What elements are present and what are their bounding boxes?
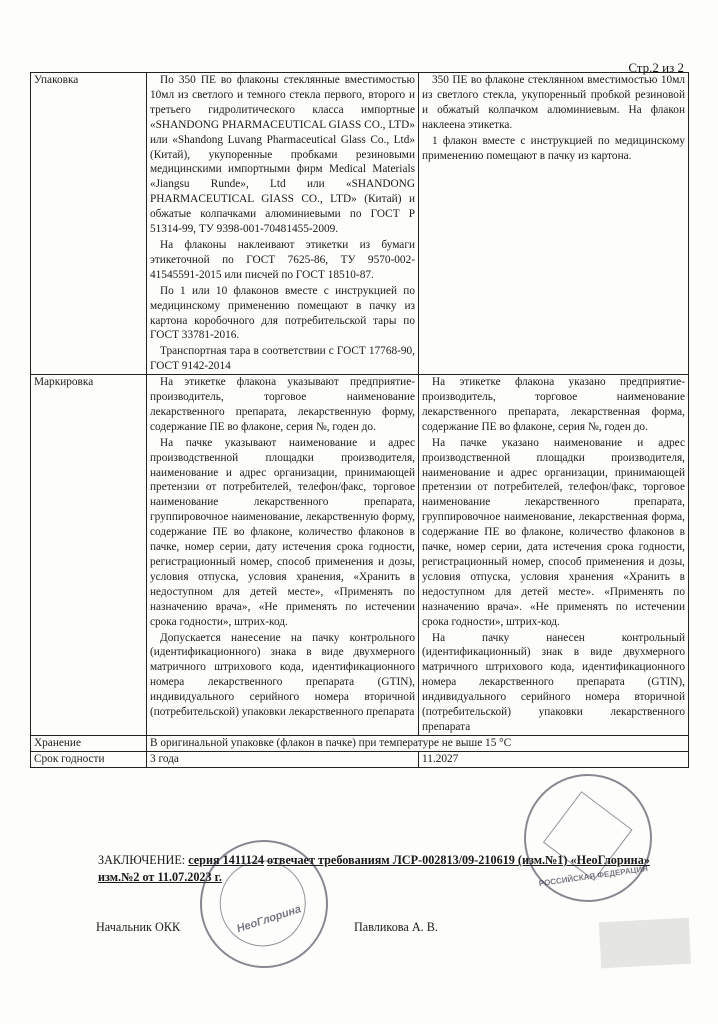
- packaging-actual-para: 1 флакон вместе с инструкцией по медицинскому применению помещают в пачку из картона.: [422, 134, 685, 162]
- conclusion-text: отвечает требованиям ЛСР-002813/09-210619 (изм.№1) «НеоГлорина»: [266, 853, 650, 867]
- marking-actual-para: На этикетке флакона указано предприятие-производитель, торговое наименование лекарственного препарата, лекарственная форма, содержание ПЕ во флаконе, серия №, годен до.: [422, 376, 685, 433]
- official-seal: [516, 766, 661, 911]
- conclusion-amendment: изм.№2 от 11.07.2023 г.: [98, 870, 222, 885]
- table-row-storage: [31, 735, 689, 751]
- shelf-life-actual: 11.2027: [419, 751, 689, 767]
- row-label-packaging: Упаковка: [31, 73, 147, 375]
- spec-table: [30, 72, 689, 768]
- marking-actual-para: На пачку нанесен контрольный (идентификационный) знак в виде двухмерного матричного штрихового кода, идентификационного номера лекарственного препарата (GTIN), индивидуального серийного номера вторичной (потребительской) упаковки лекарственного препарата: [422, 631, 685, 733]
- packaging-spec-para: По 1 или 10 флаконов вместе с инструкцией по медицинскому применению помещают в пачку из картона коробочного для потребительской тары по ГОСТ 33781-2016.: [150, 284, 415, 342]
- marking-spec-para: На пачке указывают наименование и адрес производственной площадки производителя, наименование и адрес организации, принимающей претензии от потребителей, телефон/факс, торговое наименование лекарственного препарата, группировочное наименование, лекарственную форму, содержание ПЕ во флаконе, количество флаконов в пачке, номер серии, дату истечения срока годности, регистрационный номер, способ применения и дозы, условия отпуска, условия хранения, «Хранить в недоступном для детей месте», «Применять по назначению врача», «Не применять по истечении срока годности», штрих-код.: [150, 436, 415, 628]
- company-stamp: [183, 823, 344, 984]
- storage-value: В оригинальной упаковке (флакон в пачке) при температуре не выше 15 °С: [147, 735, 689, 751]
- packaging-spec-para: По 350 ПЕ во флаконы стеклянные вместимостью 10мл из светлого и темного стекла первого, второго и третьего гидролитического класса импортные «SHANDONG PHARMACEUTICAL GIASS CO., LTD» или «Shandong Luvang Pharmaceutical Glass Co., Ltd» (Китай), укупоренные пробками резиновыми медицинскими импортными фирм Medical Materials «Jiangsu Runde», Ltd или «SHANDONG PHARMACEUTICAL GIASS CO., LTD» (Китай) и обжатые колпачками алюминиевыми по ГОСТ Р 51314-99, ТУ 9398-001-70481455-2009.: [150, 74, 415, 236]
- packaging-actual-para: 350 ПЕ во флаконе стеклянном вместимостью 10мл из светлого стекла, укупоренный пробкой резиновой и обжатый колпачком алюминиевым. На флакон наклеена этикетка.: [422, 74, 685, 131]
- packaging-spec-para: Транспортная тара в соответствии с ГОСТ 17768-90, ГОСТ 9142-2014: [150, 345, 415, 373]
- row-label-marking: Маркировка: [31, 375, 147, 736]
- packaging-actual-cell: [419, 73, 689, 375]
- table-row-shelf-life: [31, 751, 689, 767]
- faint-stamp-mark: [599, 918, 691, 969]
- shelf-life-spec: 3 года: [147, 751, 419, 767]
- row-label-storage: Хранение: [31, 735, 147, 751]
- conclusion-series: серия 1411124: [188, 853, 264, 867]
- conclusion-prefix: ЗАКЛЮЧЕНИЕ:: [98, 853, 186, 867]
- marking-spec-para: Допускается нанесение на пачку контрольного (идентификационного) знака в виде двухмерного матричного штрихового кода, идентификационного номера лекарственного препарата (GTIN), индивидуального серийного номера вторичной (потребительской) упаковки лекарственного препарата: [150, 631, 415, 719]
- packaging-spec-cell: [147, 73, 419, 375]
- stamp-brand-text: НеоГлорина: [235, 903, 303, 936]
- table-row-marking: [31, 375, 689, 736]
- packaging-spec-para: На флаконы наклеивают этикетки из бумаги этикеточной по ГОСТ 7625-86, ТУ 9570-002-41545591-2015 или писчей по ГОСТ 18510-87.: [150, 238, 415, 281]
- signatory-name: Павликова А. В.: [354, 920, 438, 934]
- table-row-packaging: [31, 73, 689, 375]
- signatory-role: Начальник ОКК: [96, 920, 181, 934]
- page-number: Стр.2 из 2: [628, 60, 684, 75]
- row-label-shelf-life: Срок годности: [31, 751, 147, 767]
- marking-spec-para: На этикетке флакона указывают предприятие-производитель, торговое наименование лекарственного препарата, лекарственную форму, содержание ПЕ во флаконе, серия №, годен до.: [150, 376, 415, 433]
- marking-spec-cell: [147, 375, 419, 736]
- marking-actual-para: На пачке указано наименование и адрес производственной площадки производителя, наименование и адрес организации, принимающей претензии от потребителей, телефон/факс, торговое наименование лекарственного препарата, группировочное наименование, лекарственная форма, содержание ПЕ во флаконе, количество флаконов в пачке, номер серии, дата истечения срока годности, регистрационный номер, способ применения и дозы, условия отпуска, условия хранения «Хранить в недоступном для детей месте». «Применять по назначению врача». «Не применять по истечении срока годности», штрих-код.: [422, 436, 685, 628]
- marking-actual-cell: [419, 375, 689, 736]
- seal-text: РОССИЙСКАЯ ФЕДЕРАЦИЯ: [538, 864, 649, 889]
